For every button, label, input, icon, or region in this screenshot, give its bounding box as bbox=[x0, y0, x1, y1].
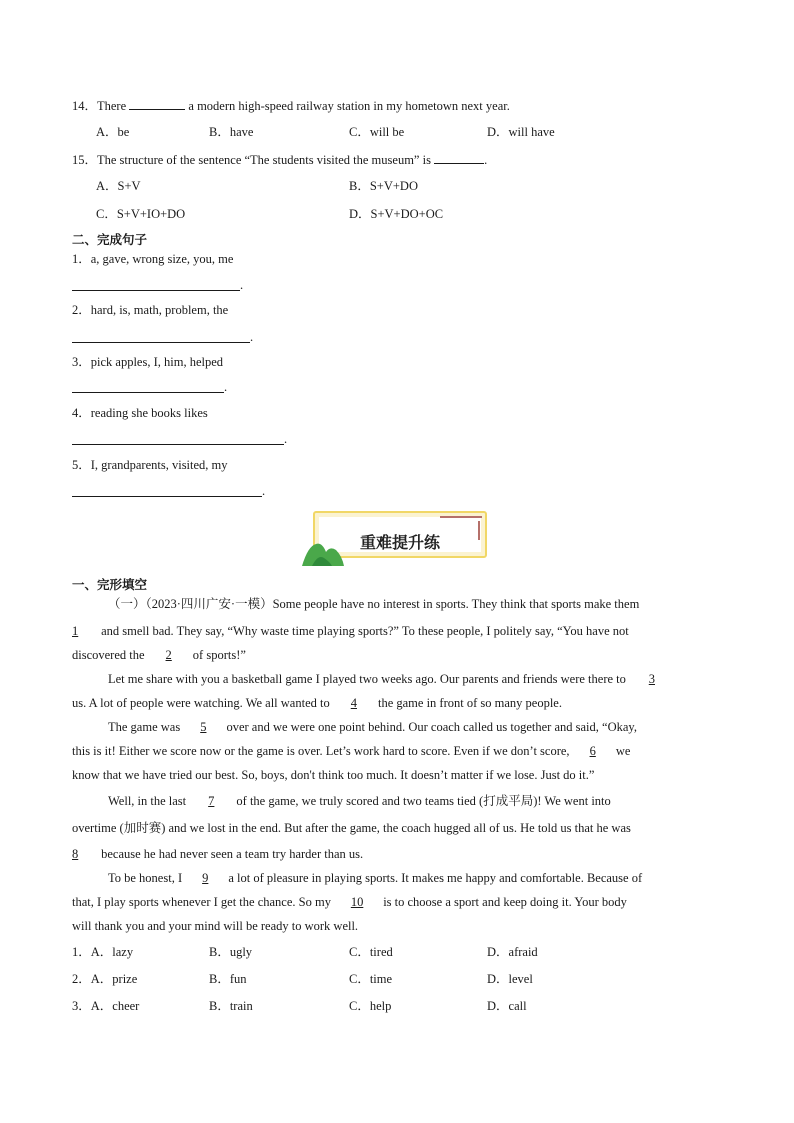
sentence-4-answer-line[interactable] bbox=[72, 444, 284, 446]
cloze-question-2 bbox=[0, 971, 794, 987]
section-cloze-title: 一、完形填空 bbox=[72, 577, 148, 592]
passage-p5-line1 bbox=[108, 870, 758, 886]
q15-option-c[interactable]: C．S+V+IO+DO bbox=[96, 207, 186, 221]
question-14-stem bbox=[72, 97, 510, 114]
passage-p1-line1: （一）（2023·四川广安·一模）Some people have no interest in sports. They think that sports make them bbox=[108, 597, 640, 611]
passage-p1-line3-text-a: discovered the bbox=[72, 648, 145, 662]
section-complete-sentences-title: 二、完成句子 bbox=[72, 232, 148, 247]
passage-p4-line3 bbox=[72, 846, 722, 862]
q15-options-row1 bbox=[0, 178, 794, 194]
sentence-2-answer-line[interactable] bbox=[72, 342, 250, 344]
passage-p3-line2-text-b: we bbox=[615, 744, 631, 758]
sentence-4-period: . bbox=[284, 432, 288, 446]
cloze-blank-4[interactable]: 4 bbox=[350, 696, 357, 710]
q15-options-row2 bbox=[0, 206, 794, 222]
q14-option-d[interactable]: D．will have bbox=[487, 125, 555, 139]
passage-p3-line2-text-a: this is it! Either we score now or the game is over. Let’s work hard to score. Even if we don’t score, bbox=[72, 744, 570, 758]
cloze-blank-5[interactable]: 5 bbox=[200, 720, 207, 734]
passage-p3-line1-text-a: The game was bbox=[108, 720, 181, 734]
cloze-q1-option-d[interactable]: D．afraid bbox=[487, 945, 538, 959]
cloze-q2-option-d[interactable]: D．level bbox=[487, 972, 533, 986]
sentence-1-prompt: 1．a, gave, wrong size, you, me bbox=[72, 252, 234, 266]
cloze-blank-8[interactable]: 8 bbox=[72, 847, 79, 861]
cloze-q1-option-c[interactable]: C．tired bbox=[349, 945, 393, 959]
q14-option-b[interactable]: B．have bbox=[209, 125, 254, 139]
q15-option-d[interactable]: D．S+V+DO+OC bbox=[349, 207, 444, 221]
q14-answer-blank[interactable] bbox=[129, 97, 185, 110]
passage-p2-line2-text-a: us. A lot of people were watching. We all wanted to bbox=[72, 696, 330, 710]
passage-p5-line2 bbox=[72, 894, 722, 910]
q14-option-a[interactable]: A．be bbox=[96, 125, 130, 139]
cloze-blank-10[interactable]: 10 bbox=[350, 895, 364, 909]
passage-p2-line2-text-b: the game in front of so many people. bbox=[377, 696, 562, 710]
sentence-2-period: . bbox=[250, 330, 254, 344]
cloze-q2-option-b[interactable]: B．fun bbox=[209, 972, 247, 986]
sentence-1-period: . bbox=[240, 278, 244, 292]
q15-answer-blank[interactable] bbox=[434, 151, 484, 164]
cloze-q2-option-a[interactable]: 2．A．prize bbox=[72, 972, 138, 986]
cloze-q3-option-b[interactable]: B．train bbox=[209, 999, 253, 1013]
sentence-3-period: . bbox=[224, 380, 228, 394]
cloze-q3-option-c[interactable]: C．help bbox=[349, 999, 392, 1013]
banner-title: 重难提升练 bbox=[359, 533, 440, 552]
cloze-q3-option-d[interactable]: D．call bbox=[487, 999, 527, 1013]
sentence-5-period: . bbox=[262, 484, 266, 498]
banner-accent-bar bbox=[440, 516, 482, 518]
sentence-3-prompt: 3．pick apples, I, him, helped bbox=[72, 355, 224, 369]
passage-p2-line1-text: Let me share with you a basketball game I played two weeks ago. Our parents and friends were there to bbox=[108, 672, 626, 686]
passage-p2-line1 bbox=[108, 671, 758, 687]
cloze-question-1 bbox=[0, 944, 794, 960]
q14-options bbox=[0, 124, 794, 140]
passage-p4-line1 bbox=[108, 793, 758, 809]
passage-p5-line2-text-b: is to choose a sport and keep doing it. Your body bbox=[383, 895, 627, 909]
q14-option-c[interactable]: C．will be bbox=[349, 125, 405, 139]
passage-p4-line1-text-a: Well, in the last bbox=[108, 794, 187, 808]
q14-stem-post: a modern high-speed railway station in my hometown next year. bbox=[188, 99, 510, 113]
sentence-5-prompt: 5．I, grandparents, visited, my bbox=[72, 458, 228, 472]
passage-p1-line2 bbox=[72, 623, 722, 639]
passage-p1-line3 bbox=[72, 647, 722, 663]
cloze-q1-option-a[interactable]: 1．A．lazy bbox=[72, 945, 134, 959]
sentence-5-answer-line[interactable] bbox=[72, 496, 262, 498]
cloze-blank-6[interactable]: 6 bbox=[589, 744, 596, 758]
mountain-icon bbox=[302, 540, 344, 566]
q15-stem-end: . bbox=[484, 153, 488, 167]
sentence-3-answer-line[interactable] bbox=[72, 392, 224, 394]
passage-p3-line3: know that we have tried our best. So, boys, don't think too much. It doesn’t matter if we lose. Just do it.” bbox=[72, 768, 595, 782]
passage-p5-line3: will thank you and your mind will be ready to work well. bbox=[72, 919, 359, 933]
cloze-q2-option-c[interactable]: C．time bbox=[349, 972, 393, 986]
cloze-blank-3[interactable]: 3 bbox=[648, 672, 655, 686]
sentence-1-answer-line[interactable] bbox=[72, 290, 240, 292]
passage-p1-line2-text: and smell bad. They say, “Why waste time playing sports?” To these people, I politely say, “You have not bbox=[101, 624, 629, 638]
banner-accent-bar-vertical bbox=[478, 521, 480, 540]
passage-p1-line3-text-b: of sports!” bbox=[192, 648, 246, 662]
passage-p5-line1-text-a: To be honest, I bbox=[108, 871, 183, 885]
passage-p2-line2 bbox=[72, 695, 722, 711]
passage-p4-line1-text-b: of the game, we truly scored and two teams tied (打成平局)! We went into bbox=[236, 794, 611, 808]
cloze-q1-option-b[interactable]: B．ugly bbox=[209, 945, 253, 959]
question-15-stem bbox=[72, 151, 487, 168]
cloze-blank-1[interactable]: 1 bbox=[72, 624, 79, 638]
sentence-2-prompt: 2．hard, is, math, problem, the bbox=[72, 303, 229, 317]
cloze-blank-2[interactable]: 2 bbox=[165, 648, 172, 662]
passage-p5-line1-text-b: a lot of pleasure in playing sports. It makes me happy and comfortable. Because of bbox=[228, 871, 643, 885]
passage-p5-line2-text-a: that, I play sports whenever I get the chance. So my bbox=[72, 895, 331, 909]
sentence-4-prompt: 4．reading she books likes bbox=[72, 406, 208, 420]
cloze-question-3 bbox=[0, 998, 794, 1014]
q14-stem-pre: 14．There bbox=[72, 99, 127, 113]
cloze-blank-7[interactable]: 7 bbox=[208, 794, 215, 808]
passage-p4-line2: overtime (加时赛) and we lost in the end. But after the game, the coach hugged all of us. He told us that he was bbox=[72, 821, 631, 835]
q15-option-b[interactable]: B．S+V+DO bbox=[349, 179, 418, 193]
cloze-q3-option-a[interactable]: 3．A．cheer bbox=[72, 999, 140, 1013]
passage-p3-line1-text-b: over and we were one point behind. Our coach called us together and said, “Okay, bbox=[226, 720, 637, 734]
cloze-blank-9[interactable]: 9 bbox=[202, 871, 209, 885]
passage-p3-line1 bbox=[108, 719, 758, 735]
passage-p4-line3-text: because he had never seen a team try harder than us. bbox=[101, 847, 364, 861]
passage-p3-line2 bbox=[72, 743, 722, 759]
q15-option-a[interactable]: A．S+V bbox=[96, 179, 141, 193]
q15-stem: 15．The structure of the sentence “The students visited the museum” is bbox=[72, 153, 431, 167]
